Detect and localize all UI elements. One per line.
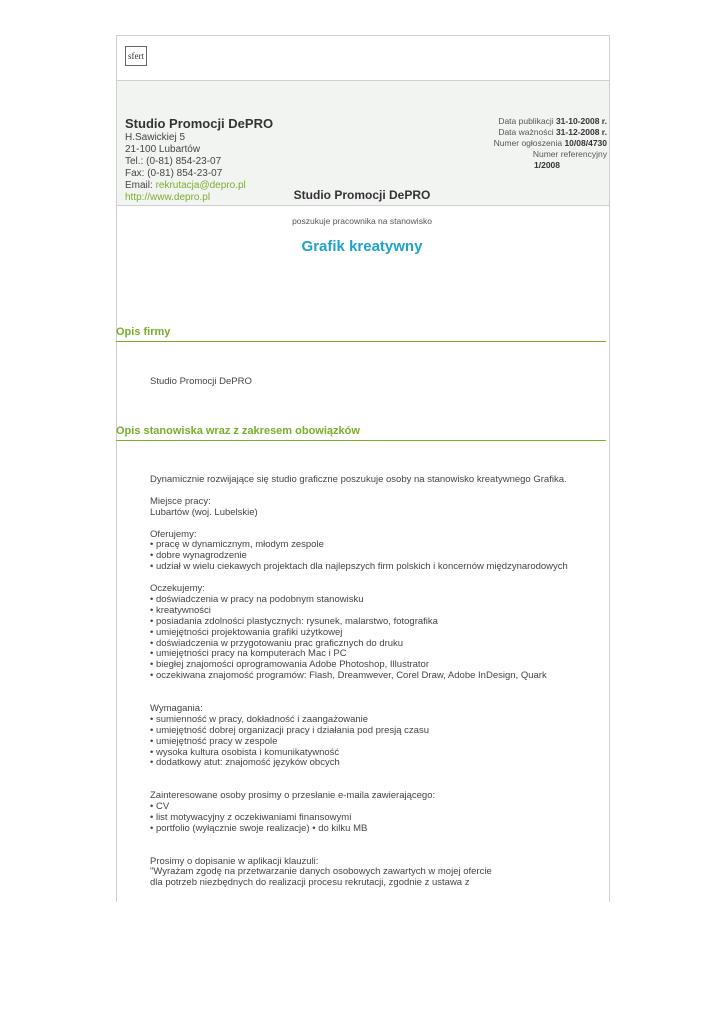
requirements-label: Wymagania:: [150, 702, 203, 714]
expiry-date: Data ważności 31-12-2008 r.: [498, 127, 607, 137]
list-item: • dobre wynagrodzenie: [150, 550, 247, 562]
list-item: • pracę w dynamicznym, młodym zespole: [150, 539, 324, 551]
list-item: • udział w wielu ciekawych projektach dla najlepszych firm polskich i koncernów międzynarodowych: [150, 561, 568, 573]
list-item: • umiejętność pracy w zespole: [150, 735, 278, 747]
phone-line: Tel.: (0-81) 854-23-07: [125, 156, 222, 167]
job-description: [150, 475, 600, 900]
section-job-desc-title: Opis stanowiska wraz z zakresem obowiązków: [116, 425, 606, 441]
list-item: • posiadania zdolności plastycznych: rysunek, malarstwo, fotografika: [150, 615, 438, 627]
list-item: • sumienność w pracy, dokładność i zaangażowanie: [150, 713, 369, 725]
ad-number: Numer ogłoszenia 10/08/4730: [493, 138, 607, 148]
list-item: • umiejętności projektowania grafiki użytkowej: [150, 626, 343, 638]
clause-line: Prosimy o dopisanie w aplikacji klauzuli:: [150, 855, 319, 867]
spacer: [150, 693, 600, 704]
list-item: • wysoka kultura osobista i komunikatywność: [150, 746, 340, 758]
list-item: • kreatywności: [150, 604, 211, 616]
work-place-value: Lubartów (woj. Lubelskie): [150, 506, 258, 518]
ref-number-label: Numer referencyjny: [532, 149, 607, 159]
list-item: • biegłej znajomości oprogramowania Adobe Photoshop, Illustrator: [150, 659, 429, 671]
clause-line: dla potrzeb niezbędnych do realizacji procesu rekrutacji, zgodnie z ustawa z: [150, 877, 470, 889]
fax-line: Fax: (0-81) 854-23-07: [125, 168, 223, 179]
email-label: Email:: [125, 180, 156, 191]
logo-bar: [117, 36, 609, 81]
website-link[interactable]: http://www.depro.pl: [125, 192, 211, 203]
expect-label: Oczekujemy:: [150, 583, 205, 595]
ad-meta: [427, 116, 607, 171]
address-line: 21-100 Lubartów: [125, 144, 201, 155]
requirements-list: [150, 704, 600, 769]
company-name: Studio Promocji DePRO: [125, 116, 274, 131]
email-link[interactable]: rekrutacja@depro.pl: [155, 180, 246, 191]
ref-number-value: 1/2008: [534, 160, 560, 170]
list-item: • oczekiwana znajomość programów: Flash, Dreamwever, Corel Draw, Adobe InDesign, Quark: [150, 670, 547, 682]
job-title: Grafik kreatywny: [301, 238, 423, 255]
address-line: H.Sawickiej 5: [125, 132, 186, 143]
work-place-label: Miejsce pracy:: [150, 495, 211, 507]
portal-logo: sfert: [125, 46, 147, 66]
company-desc-text: Studio Promocji DePRO: [150, 376, 252, 387]
list-item: • portfolio (wyłącznie swoje realizacje) • do kilku MB: [150, 822, 368, 834]
offer-list: [150, 530, 600, 574]
list-item: • CV: [150, 801, 170, 813]
expect-list: [150, 584, 600, 682]
section-company-desc-title: Opis firmy: [116, 326, 606, 342]
privacy-clause: [150, 857, 600, 890]
application-label: Zainteresowane osoby prosimy o przesłanie e-maila zawierającego:: [150, 790, 436, 802]
application-list: [150, 791, 600, 835]
work-place: [150, 497, 600, 519]
clause-line: "Wyrażam zgodę na przetwarzanie danych osobowych zawartych w mojej ofercie: [150, 866, 492, 878]
list-item: • doświadczenia w pracy na podobnym stanowisku: [150, 593, 364, 605]
offer-label: Oferujemy:: [150, 528, 197, 540]
list-item: • doświadczenia w przygotowaniu prac graficznych do druku: [150, 637, 404, 649]
list-item: • umiejętność dobrej organizacji pracy i działania pod presją czasu: [150, 724, 429, 736]
job-intro: Dynamicznie rozwijające się studio graficzne poszukuje osoby na stanowisko kreatywnego Grafika.: [150, 474, 567, 485]
spacer: [150, 846, 600, 857]
list-item: • list motywacyjny z oczekiwaniami finansowymi: [150, 811, 352, 823]
hero-company: Studio Promocji DePRO: [293, 188, 431, 202]
list-item: • umiejętności pracy na komputerach Mac i PC: [150, 648, 347, 660]
hero-subtitle: poszukuje pracownika na stanowisko: [292, 216, 432, 226]
list-item: • dodatkowy atut: znajomość języków obcych: [150, 757, 340, 769]
publication-date: Data publikacji 31-10-2008 r.: [498, 116, 607, 126]
